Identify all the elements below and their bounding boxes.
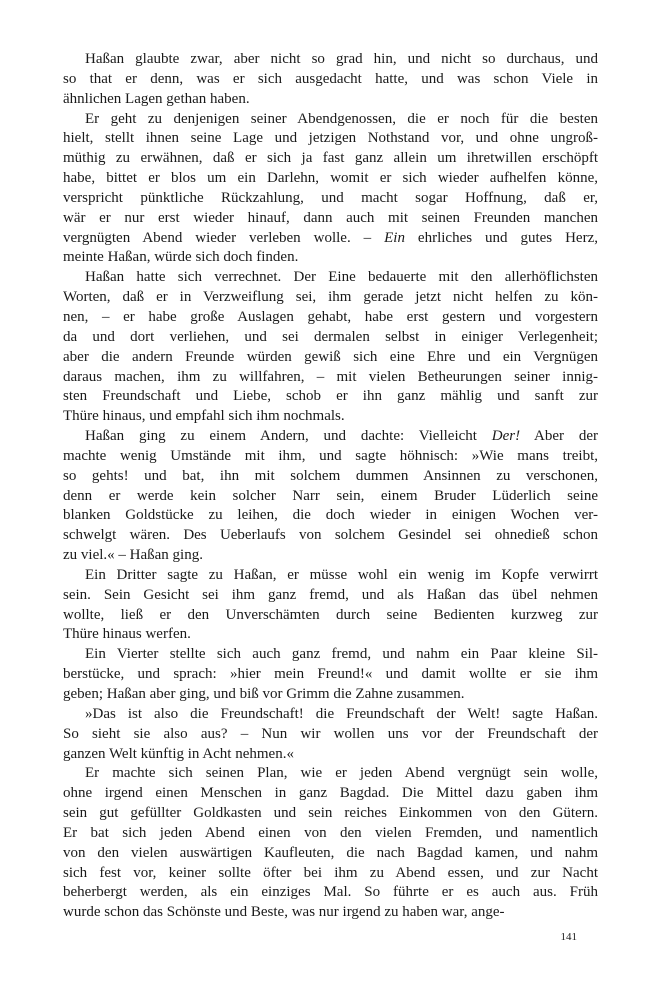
text-line [63, 745, 598, 765]
text-line [63, 903, 598, 923]
text-line [63, 883, 598, 903]
text-line [63, 447, 598, 467]
text-run: nen, – er habe große Auslagen gehabt, habe erst gestern und vorgestern [63, 308, 598, 325]
text-run: hielt, stellt ihnen seine Lage und jetzigen Nothstand vor, und ohne ungroß- [63, 130, 598, 147]
text-line [63, 308, 598, 328]
text-run: Er geht zu denjenigen seiner Abendgenossen, die er noch für die besten [85, 110, 598, 127]
text-line [63, 110, 598, 130]
text-run: berstücke, und sprach: »hier mein Freund!« und damit wollte er sie ihm [63, 666, 598, 683]
text-run: sein. Sein Gesicht sei ihm ganz fremd, und als Haßan das übel nehmen [63, 586, 598, 603]
text-run: ähnlichen Lagen gethan haben. [63, 90, 250, 107]
text-run: machte wenig Umstände mit ihm, und sagte höhnisch: »Wie mans treibt, [63, 447, 598, 464]
text-line [63, 328, 598, 348]
text-run: Ein Dritter sagte zu Haßan, er müsse wohl ein wenig im Kopfe verwirrt [85, 566, 598, 583]
text-line [63, 665, 598, 685]
text-line [63, 586, 598, 606]
text-run: So sieht sie also aus? – Nun wir wollen uns vor der Freundschaft der [63, 725, 598, 742]
text-run: denn er werde kein solcher Narr sein, einem Bruder Lüderlich seine [63, 487, 598, 504]
italic-text-run: Der! [491, 428, 521, 445]
text-run: Haßan glaubte zwar, aber nicht so grad hin, und nicht so durchaus, und [85, 51, 598, 67]
text-line [63, 90, 598, 110]
text-line [63, 844, 598, 864]
text-run: ohne irgend einen Menschen in ganz Bagdad. Die Mittel dazu gaben ihm [63, 785, 598, 802]
page-number: 141 [560, 931, 577, 943]
text-run: Haßan hatte sich verrechnet. Der Eine bedauerte mit den allerhöflichsten [85, 269, 598, 286]
text-line [63, 467, 598, 487]
paragraph [63, 764, 598, 923]
text-line [63, 725, 598, 745]
text-line [63, 526, 598, 546]
text-run: vergnügten Abend wieder verleben wolle. – [63, 229, 385, 246]
paragraph [63, 268, 598, 427]
text-line [63, 149, 598, 169]
text-line [63, 546, 598, 566]
text-run: zu viel.« – Haßan ging. [63, 547, 203, 564]
italic-text-run: Ein [384, 229, 405, 246]
paragraph [63, 645, 598, 705]
text-run: Er machte sich seinen Plan, wie er jeden Abend vergnügt sein wolle, [85, 765, 598, 782]
text-line [63, 169, 598, 189]
text-run: wollte, ließ er den Unverschämten durch seine Bedienten kurzweg zur [63, 606, 598, 623]
text-line [63, 407, 598, 427]
text-line [63, 50, 598, 70]
paragraph [63, 110, 598, 269]
text-line [63, 70, 598, 90]
page-text [63, 50, 598, 923]
text-line [63, 288, 598, 308]
text-run: »Das ist also die Freundschaft! die Freundschaft der Welt! sagte Haßan. [85, 705, 598, 722]
paragraph [63, 566, 598, 645]
text-line [63, 784, 598, 804]
text-line [63, 864, 598, 884]
text-run: Ein Vierter stellte sich auch ganz fremd, und nahm ein Paar kleine Sil- [85, 646, 598, 663]
text-run: ganzen Welt künftig in Acht nehmen.« [63, 745, 294, 762]
text-run: habe, bittet er blos um ein Darlehn, womit er sich wieder aufhelfen könne, [63, 170, 598, 187]
text-run: wurde schon das Schönste und Beste, was nur irgend zu haben war, ange- [63, 904, 505, 921]
text-line [63, 606, 598, 626]
text-run: sten Freundschaft und Liebe, schob er ihn ganz mählig und sanft zur [63, 388, 598, 405]
text-run: verspricht pünktliche Rückzahlung, und macht sogar Hoffnung, daß er, [63, 189, 598, 206]
text-line [63, 209, 598, 229]
text-line [63, 824, 598, 844]
text-run: Thüre hinaus, und empfahl sich ihm nochmals. [63, 408, 345, 425]
text-run: sich fest vor, keiner sollte öfter bei ihm zu Abend essen, und zur Nacht [63, 864, 598, 881]
text-line [63, 645, 598, 665]
text-run: da und dort verliehen, und sei dermalen selbst in einiger Verlegenheit; [63, 328, 598, 345]
text-line [63, 427, 598, 447]
text-run: so gehts! und bat, ihn mit solchem dummen Ansinnen zu verschonen, [63, 467, 598, 484]
text-run: Haßan ging zu einem Andern, und dachte: Vielleicht [85, 428, 492, 445]
text-line [63, 229, 598, 249]
paragraph [63, 427, 598, 566]
text-run: daraus machen, ihm zu willfahren, – mit vielen Betheurungen seiner innig- [63, 368, 598, 385]
text-line [63, 487, 598, 507]
text-run: Aber der [520, 428, 598, 445]
text-run: schwelgt wären. Des Ueberlaufs von solchem Gesindel sei ohnedieß schon [63, 527, 598, 544]
text-run: Thüre hinaus werfen. [63, 626, 191, 643]
text-run: sein gut gefüllter Goldkasten und sein reiches Einkommen von den Gütern. [63, 805, 598, 822]
text-line [63, 248, 598, 268]
text-line [63, 804, 598, 824]
text-line [63, 625, 598, 645]
text-line [63, 268, 598, 288]
text-run: ehrliches und gutes Herz, [404, 229, 598, 246]
text-line [63, 764, 598, 784]
text-run: blanken Goldstücke zu leihen, die doch wieder in einigen Wochen ver- [63, 507, 598, 524]
text-line [63, 348, 598, 368]
text-run: geben; Haßan aber ging, und biß vor Grimm die Zahne zusammen. [63, 686, 465, 702]
text-line [63, 189, 598, 209]
text-line [63, 129, 598, 149]
text-line [63, 566, 598, 586]
text-run: meinte Haßan, würde sich doch finden. [63, 249, 299, 266]
paragraph [63, 705, 598, 765]
text-line [63, 685, 598, 705]
text-line [63, 368, 598, 388]
text-run: Worten, daß er in Verzweiflung sei, ihm gerade jetzt nicht helfen zu kön- [63, 289, 598, 306]
text-line [63, 506, 598, 526]
text-run: Er bat sich jeden Abend einen von den vielen Fremden, und namentlich [63, 824, 598, 841]
text-run: wär er nur erst wieder hinauf, dann auch mit seinen Freunden manchen [63, 209, 598, 226]
text-run: von den vielen auswärtigen Kaufleuten, die nach Bagdad kamen, und nahm [63, 844, 598, 861]
text-line [63, 705, 598, 725]
text-run: so that er denn, was er sich ausgedacht hatte, und was schon Viele in [63, 70, 598, 87]
text-run: müthig zu erwähnen, daß er sich ja fast ganz allein um ihretwillen erschöpft [63, 150, 598, 167]
text-run: aber die andern Freunde würden gewiß sich eine Ehre und ein Vergnügen [63, 348, 598, 365]
text-run: beherbergt werden, als ein einziges Mal. So führte er es auch aus. Früh [63, 884, 598, 901]
paragraph [63, 50, 598, 110]
text-line [63, 387, 598, 407]
